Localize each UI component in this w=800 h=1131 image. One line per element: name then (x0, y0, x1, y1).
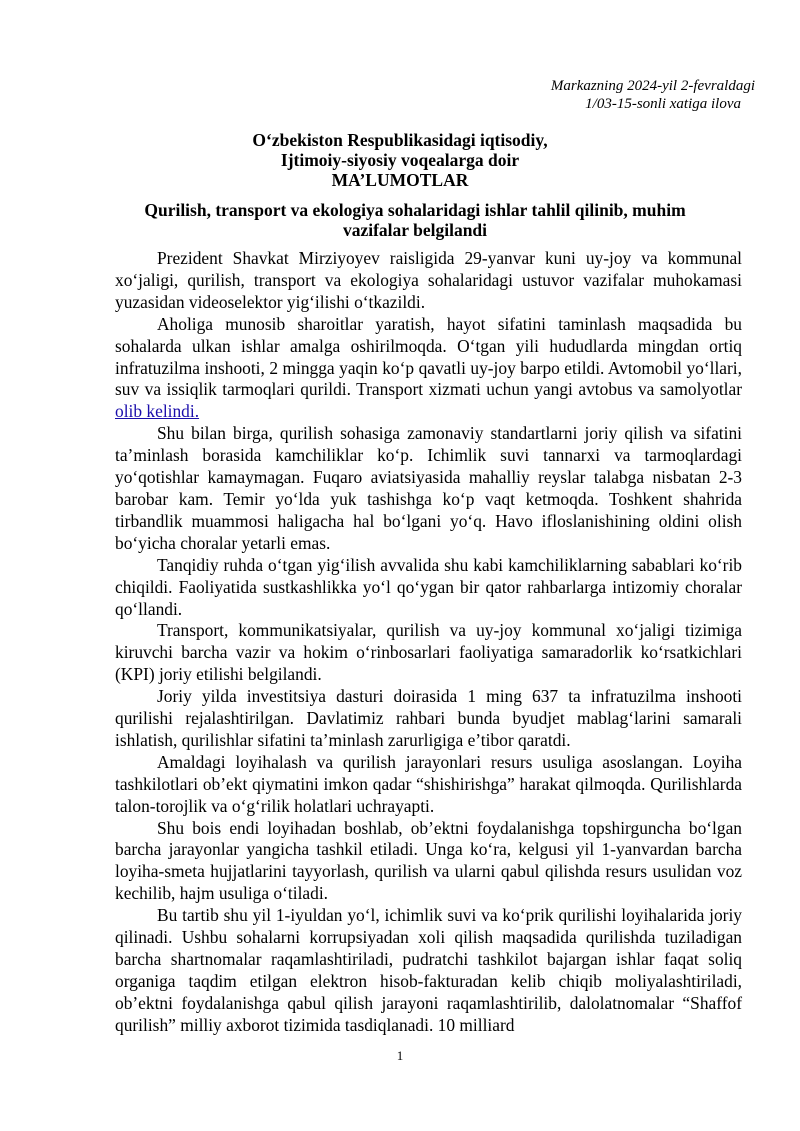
article-title (100, 200, 730, 240)
paragraph-4: Tanqidiy ruhda o‘tgan yig‘ilish avvalida shu kabi kamchiliklarning sabablari ko‘rib chiqildi. Faoliyatida sustkashlikka yo‘l qo‘ygan bir qator rahbarlarga intizomiy choralar qo‘llandi. (115, 554, 742, 619)
heading-line-3: MA’LUMOTLAR (331, 170, 469, 190)
paragraph-3: Shu bilan birga, qurilish sohasiga zamonaviy standartlarni joriy qilish va sifatini ta’minlash borasida kamchiliklar ko‘p. Ichimlik suvi tannarxi va tarmoqlardagi yo‘qotishlar kamaymagan. Fuqaro aviatsiyasida mahalliy reyslar talabga nisbatan 2-3 barobar kam. Temir yo‘lda yuk tashishga ko‘p vaqt ketmoqda. Toshkent shahrida tirbandlik muammosi haligacha hal bo‘lgani yo‘q. Havo ifloslanishining oldini olish bo‘yicha choralar yetarli emas. (115, 423, 742, 553)
olib-kelindi-link[interactable]: olib kelindi. (115, 401, 200, 422)
paragraph-2 (115, 314, 742, 424)
paragraph-7: Amaldagi loyihalash va qurilish jarayonlari resurs usuliga asoslangan. Loyiha tashkilotlari ob’ekt qiymatini imkon qadar “shishirishga” harakat qilmoqda. Qurilishlarda talon-torojlik va o‘g‘rilik holatlari uchrayapti. (115, 751, 742, 816)
annex-line-1: Markazning 2024-yil 2-fevraldagi (550, 78, 755, 94)
heading-line-1: O‘zbekiston Respublikasidagi iqtisodiy, (252, 130, 548, 150)
article-title-line-1: Qurilish, transport va ekologiya sohalaridagi ishlar tahlil qilinib, muhim (144, 200, 686, 220)
page-number: 1 (396, 1048, 404, 1063)
paragraph-6: Joriy yilda investitsiya dasturi doirasida 1 ming 637 ta infratuzilma inshooti qurilishi rejalashtirilgan. Davlatimiz rahbari bunda byudjet mablag‘larini samarali ishlatish, qurilishlar sifatini ta’minlash zarurligiga e’tibor qaratdi. (115, 686, 742, 750)
paragraph-2-text: Aholiga munosib sharoitlar yaratish, hayot sifatini taminlash maqsadida bu sohalarda ulkan ishlar amalga oshirilmoqda. O‘tgan yili hududlarda mingdan ortiq infratuzilma inshooti, 2 mingga yaqin ko‘p qavatli uy-joy barpo etildi. Avtomobil yo‘llari, suv va issiqlik tarmoqlari qurildi. Transport xizmati uchun yangi avtobus va samolyotlar (115, 313, 742, 400)
paragraph-1: Prezident Shavkat Mirziyoyev raisligida 29-yanvar kuni uy-joy va kommunal xo‘jaligi, qurilish, transport va ekologiya sohalaridagi ustuvor vazifalar muhokamasi yuzasidan videoselektor yig‘ilishi o‘tkazildi. (115, 248, 742, 312)
paragraph-8: Shu bois endi loyihadan boshlab, ob’ektni foydalanishga topshirguncha bo‘lgan barcha jarayonlar yangicha tashkil etiladi. Unga ko‘ra, kelgusi yil 1-yanvardan barcha loyiha-smeta hujjatlarini tayyorlash, qurilish va ularni qabul qilishda resurs usulidan voz kechilib, hajm usuliga o‘tiladi. (115, 817, 742, 904)
paragraph-9: Bu tartib shu yil 1-iyuldan yo‘l, ichimlik suvi va ko‘prik qurilishi loyihalarida joriy qilinadi. Ushbu sohalarni korrupsiyadan xoli qilish maqsadida qurilishda tuziladigan barcha shartnomalar raqamlashtiriladi, pudratchi tashkilot bajargan ishlar faqat soliq organiga taqdim etilgan elektron hisob-fakturadan kelib chiqib moliyalashtiriladi, ob’ektni foydalanishga qabul qilish jarayoni raqamlashtirilib, dalolatnomalar “Shaffof qurilish” milliy axborot tizimida tasdiqlanadi. 10 milliard (115, 905, 742, 1035)
document-heading (60, 130, 740, 190)
article-title-line-2: vazifalar belgilandi (342, 220, 488, 240)
article-body (115, 248, 742, 1037)
paragraph-5: Transport, kommunikatsiyalar, qurilish va uy-joy kommunal xo‘jaligi tizimiga kiruvchi barcha vazir va hokim o‘rinbosarlari faoliyatiga samaradorlik ko‘rsatkichlari (KPI) joriy etilishi belgilandi. (115, 620, 742, 685)
heading-line-2: Ijtimoiy-siyosiy voqealarga doir (280, 150, 520, 170)
annex-note (435, 77, 755, 113)
annex-line-2: 1/03-15-sonli xatiga ilova (585, 96, 741, 112)
